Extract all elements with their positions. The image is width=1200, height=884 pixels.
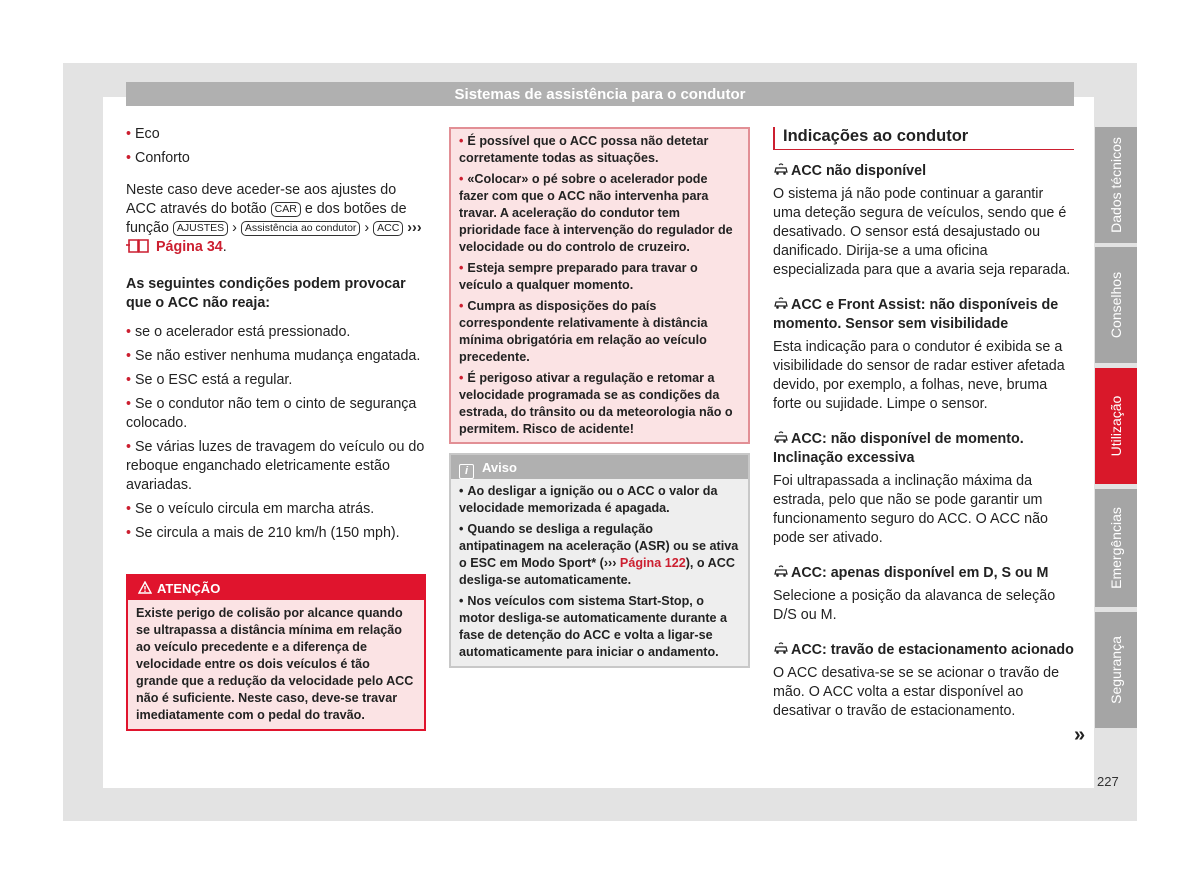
paragraph: O sistema já não pode continuar a garantir uma deteção segura de veículos, sendo que é desativado. O sensor está desajustado ou danificado. Dirija-se a uma oficina especializada para que a avaria seja reparada. bbox=[773, 186, 1071, 278]
warning-list-box bbox=[449, 127, 750, 444]
subheading: ACC: travão de estacionamento acionado bbox=[773, 641, 1074, 660]
list-item: • É possível que o ACC possa não detetar corretamente todas as situações. bbox=[459, 134, 709, 165]
bullet-icon: • bbox=[126, 439, 132, 455]
note-header: i Aviso bbox=[451, 455, 748, 479]
column-left bbox=[126, 125, 426, 548]
list-item: • Eco bbox=[126, 126, 160, 142]
list-item: • Ao desligar a ignição ou o ACC o valor da velocidade memorizada é apagada. bbox=[459, 484, 718, 515]
subheading: ACC: não disponível de momento. Inclinação excessiva bbox=[773, 431, 1024, 466]
continue-mark: » bbox=[1074, 724, 1086, 746]
list-item: • É perigoso ativar a regulação e retomar a velocidade programada se as condições da estrada, do trânsito ou da meteorologia não o permitem. Risco de acidente! bbox=[459, 371, 733, 436]
bullet-icon: • bbox=[459, 484, 464, 498]
bullet-icon: • bbox=[126, 150, 132, 166]
bullet-icon: • bbox=[459, 134, 464, 148]
acc-car-icon bbox=[773, 296, 789, 310]
page-34-link[interactable]: Página 34 bbox=[155, 239, 223, 255]
bullet-icon: • bbox=[459, 299, 464, 313]
tab-dados-tecnicos[interactable]: Dados técnicos bbox=[1095, 127, 1137, 243]
section-heading: Indicações ao condutor bbox=[773, 125, 1074, 150]
list-item: • se o acelerador está pressionado. bbox=[126, 324, 351, 340]
page-122-link[interactable]: Página 122 bbox=[619, 556, 686, 570]
bullet-icon: • bbox=[126, 396, 132, 412]
list-item: • Se o ESC está a regular. bbox=[126, 372, 293, 388]
column-right bbox=[773, 125, 1074, 721]
list-item: • Conforto bbox=[126, 150, 190, 166]
list-item: • Se circula a mais de 210 km/h (150 mph). bbox=[126, 525, 400, 541]
book-reference-icon bbox=[126, 238, 152, 253]
attention-text: Existe perigo de colisão por alcance quando se ultrapassa a distância mínima em relação ao veículo precedente e a diferença de velocidade entre os dois veículos é tão grande que a redução da velocidade pelo ACC não é suficiente. Neste caso, deve-se travar imediatamente com o pedal do travão. bbox=[128, 600, 424, 729]
car-button-key: CAR bbox=[271, 202, 301, 217]
list-item: • Se o veículo circula em marcha atrás. bbox=[126, 501, 375, 517]
list-item: • Cumpra as disposições do país correspondente relativamente à distância mínima obrigatória em relação ao veículo precedente. bbox=[459, 299, 708, 364]
list-item: • Esteja sempre preparado para travar o veículo a qualquer momento. bbox=[459, 261, 698, 292]
paragraph: O ACC desativa-se se se acionar o travão de mão. O ACC volta a estar disponível ao desativar o travão de estacionamento. bbox=[773, 665, 1060, 719]
bullet-icon: • bbox=[126, 501, 132, 517]
list-item: • Se não estiver nenhuma mudança engatada. bbox=[126, 348, 421, 364]
list-item: • Nos veículos com sistema Start-Stop, o motor desliga-se automaticamente durante a fase de detenção do ACC e volta a ligar-se automaticamente para iniciar o andamento. bbox=[459, 594, 728, 659]
bullet-icon: • bbox=[459, 172, 464, 186]
acc-car-icon bbox=[773, 641, 789, 655]
acc-car-icon bbox=[773, 564, 789, 578]
attention-box bbox=[126, 574, 426, 731]
page-number: 227 bbox=[1097, 774, 1119, 789]
info-icon: i bbox=[459, 464, 474, 479]
bullet-icon: • bbox=[126, 126, 132, 142]
bullet-icon: • bbox=[459, 594, 464, 608]
note-body bbox=[451, 479, 748, 666]
ajustes-key: AJUSTES bbox=[173, 221, 228, 236]
warning-triangle-icon bbox=[138, 581, 152, 594]
note-box bbox=[449, 453, 750, 668]
list-item: • Se o condutor não tem o cinto de segurança colocado. bbox=[126, 396, 417, 431]
bullet-icon: • bbox=[459, 261, 464, 275]
paragraph: Selecione a posição da alavanca de seleção D/S ou M. bbox=[773, 588, 1056, 623]
tab-utilizacao[interactable]: Utilização bbox=[1095, 368, 1137, 484]
tab-conselhos[interactable]: Conselhos bbox=[1095, 247, 1137, 363]
bullet-icon: • bbox=[126, 372, 132, 388]
bullet-icon: • bbox=[126, 525, 132, 541]
list-item: • Quando se desliga a regulação antipatinagem na aceleração (ASR) ou se ativa o ESC em Modo Sport* (››› Página 122), o ACC desliga-se automaticamente. bbox=[459, 522, 739, 587]
subheading: ACC: apenas disponível em D, S ou M bbox=[773, 564, 1074, 583]
bullet-icon: • bbox=[126, 324, 132, 340]
list-item: • Se várias luzes de travagem do veículo ou do reboque enganchado eletricamente estão avariadas. bbox=[126, 439, 425, 493]
page-title: Sistemas de assistência para o condutor bbox=[126, 82, 1074, 106]
bullet-icon: • bbox=[126, 348, 132, 364]
paragraph: Esta indicação para o condutor é exibida se a visibilidade do sensor de radar estiver afetada devido, por exemplo, a folhas, neve, bruma forte ou sujidade. Limpe o sensor. bbox=[773, 339, 1065, 412]
subheading: ACC não disponível bbox=[773, 162, 1074, 181]
tab-emergencias[interactable]: Emergências bbox=[1095, 489, 1137, 607]
acc-car-icon bbox=[773, 430, 789, 444]
subheading: ACC e Front Assist: não disponíveis de momento. Sensor sem visibilidade bbox=[773, 297, 1059, 332]
acc-car-icon bbox=[773, 162, 789, 176]
assist-key: Assistência ao condutor bbox=[241, 221, 360, 236]
list-item: • «Colocar» o pé sobre o acelerador pode fazer com que o ACC não intervenha para travar. A aceleração do condutor tem prioridade face à intervenção do regulador de velocidade ou do controlo de cruzeiro. bbox=[459, 172, 733, 254]
attention-header: ATENÇÃO bbox=[128, 576, 424, 600]
conditions-heading: As seguintes condições podem provocar que o ACC não reaja: bbox=[126, 276, 406, 311]
bullet-icon: • bbox=[459, 371, 464, 385]
acc-key: ACC bbox=[373, 221, 403, 236]
settings-paragraph: Neste caso deve aceder-se aos ajustes do ACC através do botão CAR e dos botões de função AJUSTES › Assistência ao condutor › ACC ››› Página 34. bbox=[126, 182, 422, 255]
paragraph: Foi ultrapassada a inclinação máxima da estrada, pelo que não se pode garantir um funcionamento seguro do ACC. O ACC não pode ser ativado. bbox=[773, 473, 1048, 546]
tab-seguranca[interactable]: Segurança bbox=[1095, 612, 1137, 728]
bullet-icon: • bbox=[459, 522, 464, 536]
